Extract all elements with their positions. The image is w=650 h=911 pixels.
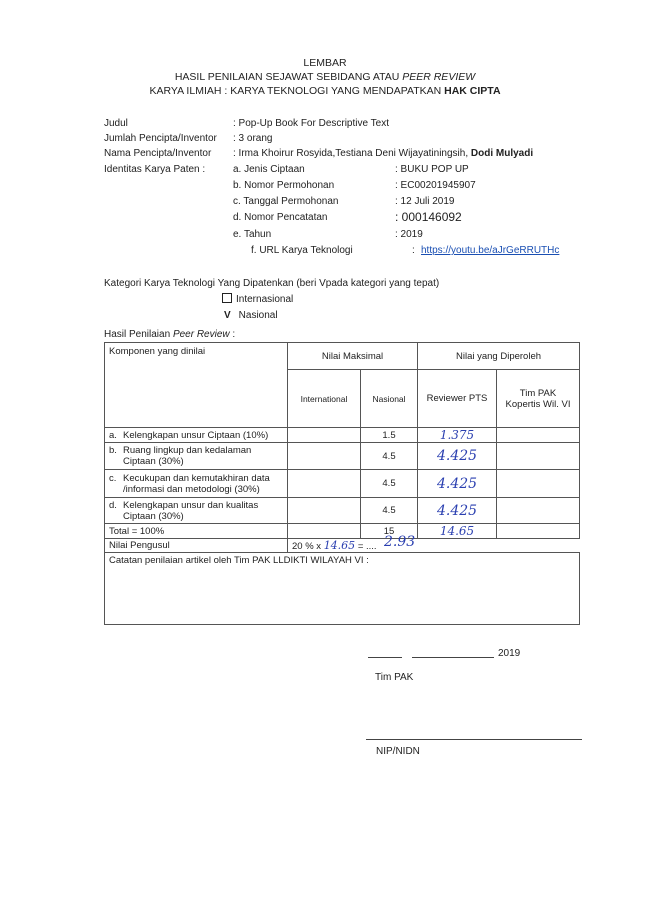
table-header-row (105, 343, 580, 370)
item-e-value: : 2019 (395, 229, 423, 240)
row-a-reviewer: 1.375 (418, 428, 497, 443)
nasional-label: Nasional (238, 310, 278, 321)
doc-title-line3 (0, 85, 650, 97)
row-d-text2: Ciptaan (30%) (123, 510, 184, 522)
row-d-num: d. (109, 499, 117, 511)
url-label: f. URL Karya Teknologi (251, 245, 353, 256)
row-b-num: b. (109, 445, 117, 456)
doc-title-line2 (0, 71, 650, 83)
signature-line (366, 739, 582, 740)
item-b-label: b. Nomor Permohonan (233, 180, 335, 191)
item-d-value: : 000146092 (395, 210, 462, 224)
row-b-nasional: 4.5 (361, 443, 418, 470)
title-line2-italic: PEER REVIEW (402, 71, 476, 83)
row-b-reviewer: 4.425 (418, 443, 497, 470)
row-a-nasional: 1.5 (361, 428, 418, 443)
date-line-month (412, 657, 494, 658)
pengusul-handwritten: 14.65 (323, 539, 356, 552)
pengusul-label: Nilai Pengusul (105, 539, 288, 553)
tim-pak-label: Tim PAK (375, 672, 414, 683)
title-line3-bold: HAK CIPTA (444, 85, 501, 97)
row-c-text: Kecukupan dan kemutakhiran data (123, 472, 270, 484)
nama-bold: Dodi Mulyadi (470, 148, 534, 159)
nama-label: Nama Pencipta/Inventor (104, 148, 212, 159)
row-b-timpak (497, 443, 580, 470)
internasional-label: Internasional (236, 294, 294, 305)
row-d-nasional: 4.5 (361, 498, 418, 524)
catatan-cell: Catatan penilaian artikel oleh Tim PAK LLDIKTI WILAYAH VI : (105, 553, 580, 625)
item-b-value: : EC00201945907 (395, 180, 476, 191)
row-d-text: Kelengkapan unsur dan kualitas (123, 499, 259, 511)
table-total-row (105, 524, 580, 539)
row-b-label (105, 443, 288, 470)
row-a-international (288, 428, 361, 443)
tim-pak-line2: Kopertis Wil. VI (505, 398, 571, 410)
hasil-suffix: : (229, 329, 236, 340)
row-c-text2: /informasi dan metodologi (30%) (123, 483, 260, 495)
item-c-label: c. Tanggal Permohonan (233, 196, 339, 207)
header-international: International (288, 370, 361, 428)
tim-pak-line1: Tim PAK (519, 387, 557, 399)
table-pengusul-row (105, 539, 580, 553)
table-row (105, 428, 580, 443)
kategori-nasional[interactable] (224, 310, 278, 321)
judul-value: : Pop-Up Book For Descriptive Text (233, 118, 389, 129)
internasional-checkbox[interactable] (222, 293, 232, 303)
table-catatan-row (105, 553, 580, 625)
date-year: 2019 (498, 648, 521, 659)
row-c-international (288, 470, 361, 498)
row-a-num: a. (109, 429, 117, 441)
row-c-reviewer: 4.425 (418, 470, 497, 498)
row-a-timpak (497, 428, 580, 443)
table-row (105, 443, 580, 470)
header-tim-pak (497, 370, 580, 428)
row-c-num: c. (109, 472, 117, 484)
pengusul-equals: = .... (355, 541, 377, 552)
nip-label: NIP/NIDN (376, 746, 420, 757)
judul-label: Judul (104, 118, 128, 129)
table-row (105, 470, 580, 498)
kategori-text: Kategori Karya Teknologi Yang Dipatenkan (beri Vpada kategori yang tepat) (104, 278, 440, 289)
row-d-international (288, 498, 361, 524)
item-c-value: : 12 Juli 2019 (395, 196, 455, 207)
item-d-label: d. Nomor Pencatatan (233, 212, 328, 223)
pengusul-calc (288, 534, 580, 553)
row-d-label (105, 498, 288, 524)
review-table (104, 342, 580, 625)
row-d-reviewer: 4.425 (418, 498, 497, 524)
item-a-label: a. Jenis Ciptaan (233, 164, 305, 175)
hasil-label (104, 329, 235, 340)
pengusul-result: 2.93 (384, 534, 416, 550)
hasil-text: Hasil Penilaian (104, 329, 173, 340)
header-nilai-maksimal: Nilai Maksimal (288, 343, 418, 370)
header-nilai-diperoleh: Nilai yang Diperoleh (418, 343, 580, 370)
jumlah-value: : 3 orang (233, 133, 273, 144)
row-d-timpak (497, 498, 580, 524)
row-c-nasional: 4.5 (361, 470, 418, 498)
nama-text: : Irma Khoirur Rosyida,Testiana Deni Wijayatiningsih, (233, 148, 471, 159)
date-line-day (368, 657, 402, 658)
nama-value (233, 148, 533, 159)
item-a-value: : BUKU POP UP (395, 164, 469, 175)
kategori-internasional[interactable] (222, 293, 293, 305)
identitas-label: Identitas Karya Paten : (104, 164, 206, 175)
row-b-text2: Ciptaan (30%) (123, 456, 184, 467)
row-c-timpak (497, 470, 580, 498)
title-line3-text: KARYA ILMIAH : KARYA TEKNOLOGI YANG MENDAPATKAN (149, 85, 445, 97)
total-timpak (497, 524, 580, 539)
total-nasional: 15 (361, 524, 418, 539)
total-label: Total = 100% (105, 524, 288, 539)
nasional-check-mark: V (224, 310, 231, 321)
title-line2-text: HASIL PENILAIAN SEJAWAT SEBIDANG ATAU (174, 71, 403, 83)
total-reviewer: 14.65 (418, 524, 497, 539)
row-c-label (105, 470, 288, 498)
jumlah-label: Jumlah Pencipta/Inventor (104, 133, 217, 144)
row-b-text: Ruang lingkup dan kedalaman (123, 445, 252, 456)
total-international (288, 524, 361, 539)
header-komponen: Komponen yang dinilai (105, 343, 288, 428)
item-e-label: e. Tahun (233, 229, 272, 240)
row-a-text: Kelengkapan unsur Ciptaan (10%) (123, 429, 269, 441)
url-colon: : (412, 245, 415, 256)
url-link[interactable]: https://youtu.be/aJrGeRRUTHc (421, 245, 560, 256)
row-a-label (105, 428, 288, 443)
doc-title-line1: LEMBAR (303, 57, 347, 69)
row-b-international (288, 443, 361, 470)
pengusul-formula: 20 % x (292, 541, 324, 552)
header-reviewer-pts: Reviewer PTS (418, 370, 497, 428)
table-row (105, 498, 580, 524)
header-nasional: Nasional (361, 370, 418, 428)
hasil-italic: Peer Review (172, 329, 230, 340)
